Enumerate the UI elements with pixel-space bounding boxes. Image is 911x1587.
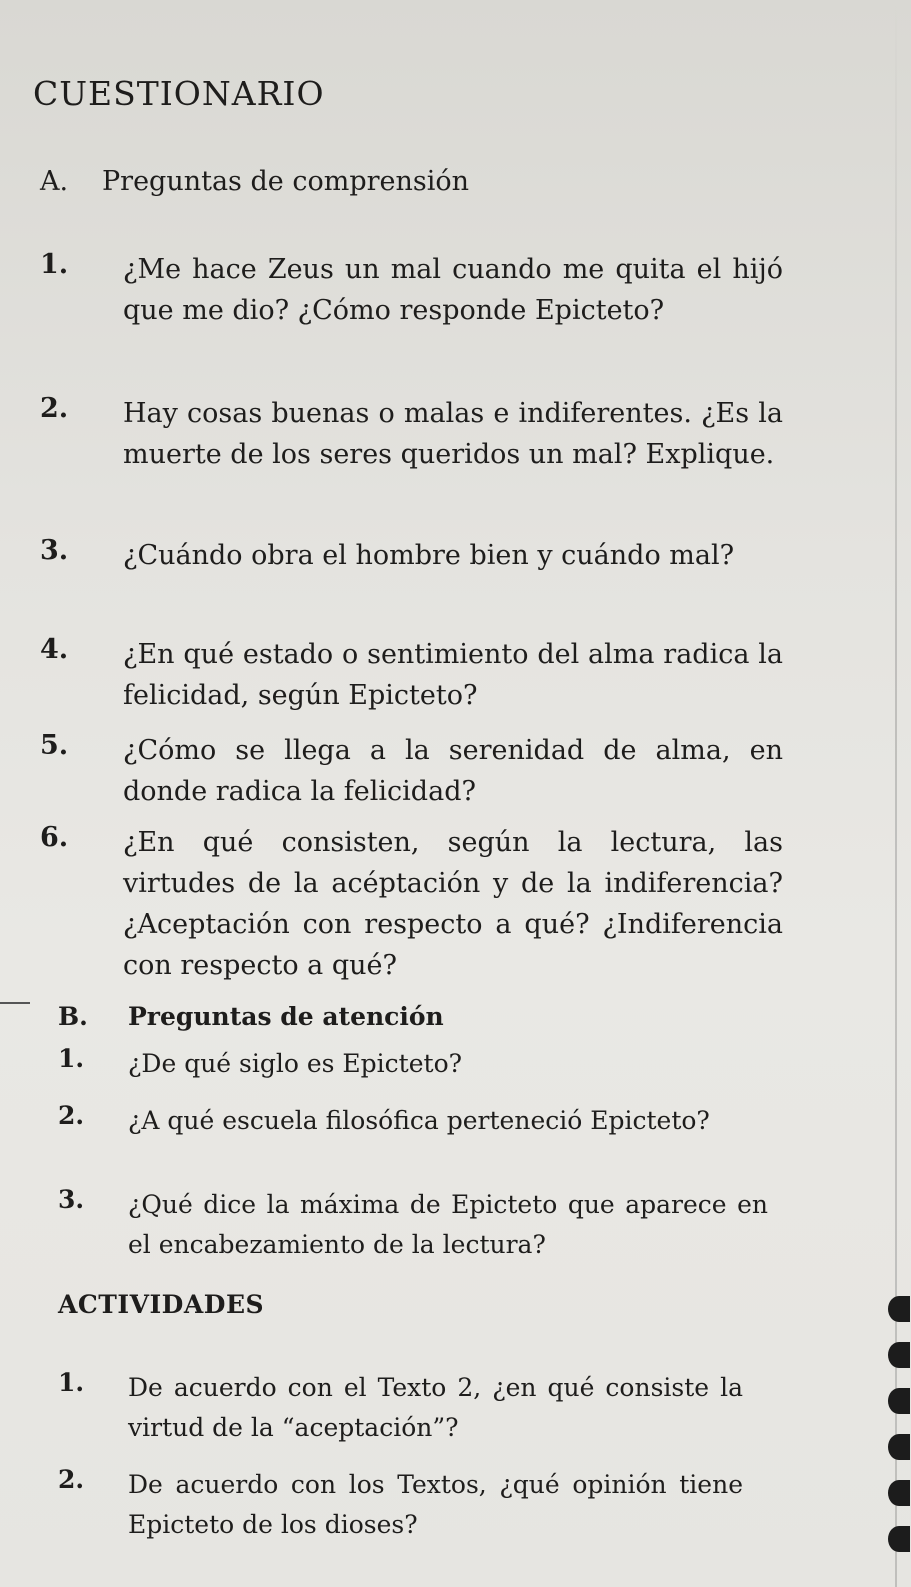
question-text: Hay cosas buenas o malas e indiferentes. ¿Es la muerte de los seres queridos un mal? Explique.	[123, 398, 783, 470]
question-text: ¿Qué dice la máxima de Epicteto que aparece en el encabezamiento de la lectura?	[128, 1190, 768, 1259]
activities-heading: ACTIVIDADES	[58, 1290, 265, 1319]
question-number: 1.	[58, 1044, 85, 1073]
question-number: 2.	[58, 1101, 85, 1130]
question-number: 2.	[40, 393, 69, 424]
question-text: ¿En qué estado o sentimiento del alma radica la felicidad, según Epicteto?	[123, 639, 783, 711]
section-a-heading	[40, 166, 469, 197]
question-text: ¿En qué consisten, según la lectura, las virtudes de la acéptación y de la indiferencia? ¿Aceptación con respecto a qué? ¿Indiferencia con respecto a qué?	[123, 827, 783, 981]
question-number: 5.	[40, 730, 69, 761]
question-text: ¿Cuándo obra el hombre bien y cuándo mal?	[123, 540, 735, 571]
section-b-letter: B.	[58, 1002, 88, 1031]
binding-hole	[888, 1434, 910, 1460]
section-b-title: Preguntas de atención	[128, 1002, 444, 1031]
question-text: ¿De qué siglo es Epicteto?	[128, 1049, 463, 1078]
question-text: ¿A qué escuela filosófica perteneció Epicteto?	[128, 1106, 710, 1135]
activity-text: De acuerdo con el Texto 2, ¿en qué consiste la virtud de la “aceptación”?	[128, 1373, 743, 1442]
section-b-heading	[58, 1002, 444, 1031]
binding-holes	[882, 1290, 911, 1587]
question-number: 6.	[40, 822, 69, 853]
section-a-letter: A.	[40, 166, 69, 197]
binding-hole	[888, 1388, 910, 1414]
activity-number: 2.	[58, 1465, 85, 1494]
binding-hole	[888, 1480, 910, 1506]
question-text: ¿Me hace Zeus un mal cuando me quita el hijó que me dio? ¿Cómo responde Epicteto?	[123, 254, 783, 326]
section-a-title: Preguntas de comprensión	[102, 166, 470, 197]
binding-hole	[888, 1526, 910, 1552]
question-text: ¿Cómo se llega a la serenidad de alma, en donde radica la felicidad?	[123, 735, 783, 807]
page-title: CUESTIONARIO	[33, 74, 325, 113]
question-number: 3.	[58, 1185, 85, 1214]
binding-hole	[888, 1296, 910, 1322]
question-number: 3.	[40, 535, 69, 566]
activity-number: 1.	[58, 1368, 85, 1397]
margin-rule	[0, 1002, 30, 1004]
activity-text: De acuerdo con los Textos, ¿qué opinión tiene Epicteto de los dioses?	[128, 1470, 743, 1539]
question-number: 4.	[40, 634, 69, 665]
question-number: 1.	[40, 249, 69, 280]
binding-hole	[888, 1342, 910, 1368]
